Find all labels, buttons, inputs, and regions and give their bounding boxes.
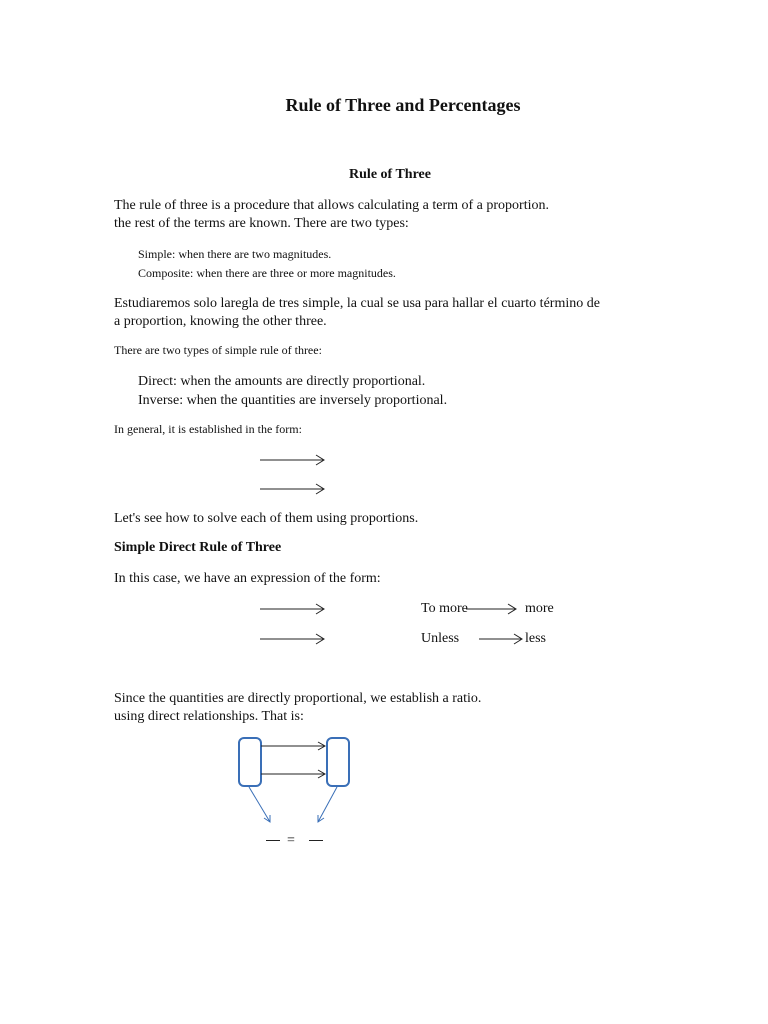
intro-line-1: The rule of three is a procedure that allows calculating a term of a proportion. (114, 198, 549, 213)
right-arrow-icon (260, 603, 328, 615)
rule-unless: Unless (421, 631, 460, 646)
right-arrow-icon (479, 633, 525, 645)
expression-intro: In this case, we have an expression of the form: (114, 571, 381, 586)
fraction-bar (266, 840, 280, 841)
list-item-text: Simple: when there are two magnitudes. (138, 247, 332, 261)
page-title: Rule of Three and Percentages (285, 95, 521, 115)
list-item-composite (138, 265, 396, 281)
study-line-2: a proportion, knowing the other three. (114, 314, 327, 329)
rule-less: less (525, 631, 546, 646)
list-item-direct (138, 372, 425, 391)
lets-see-line: Let's see how to solve each of them using proportions. (114, 511, 419, 526)
fraction-bar (309, 840, 323, 841)
simple-types-intro: There are two types of simple rule of three: (114, 343, 322, 357)
list-item-text: Inverse: when the quantities are inversely proportional. (138, 393, 448, 408)
ratio-line-2: using direct relationships. That is: (114, 709, 304, 724)
ratio-line-1: Since the quantities are directly proportional, we establish a ratio. (114, 691, 482, 706)
right-arrow-icon (466, 603, 520, 615)
section-heading-simple-direct: Simple Direct Rule of Three (114, 540, 282, 555)
equals-sign: = (287, 833, 295, 848)
list-item-inverse (138, 391, 447, 410)
study-line-1: Estudiaremos solo laregla de tres simple, la cual se usa para hallar el cuarto término de (114, 296, 600, 311)
rule-more: more (525, 601, 554, 616)
section-heading-rule-of-three: Rule of Three (349, 167, 431, 182)
diagram-lines (230, 732, 360, 862)
list-item-text: Direct: when the amounts are directly proportional. (138, 374, 426, 389)
right-arrow-icon (260, 454, 328, 466)
right-arrow-icon (260, 633, 328, 645)
general-form-intro: In general, it is established in the form: (114, 422, 302, 436)
intro-line-2: the rest of the terms are known. There are two types: (114, 216, 409, 231)
list-item-simple (138, 246, 331, 262)
rule-to-more: To more (421, 601, 468, 616)
right-arrow-icon (260, 483, 328, 495)
list-item-text: Composite: when there are three or more magnitudes. (138, 266, 396, 280)
